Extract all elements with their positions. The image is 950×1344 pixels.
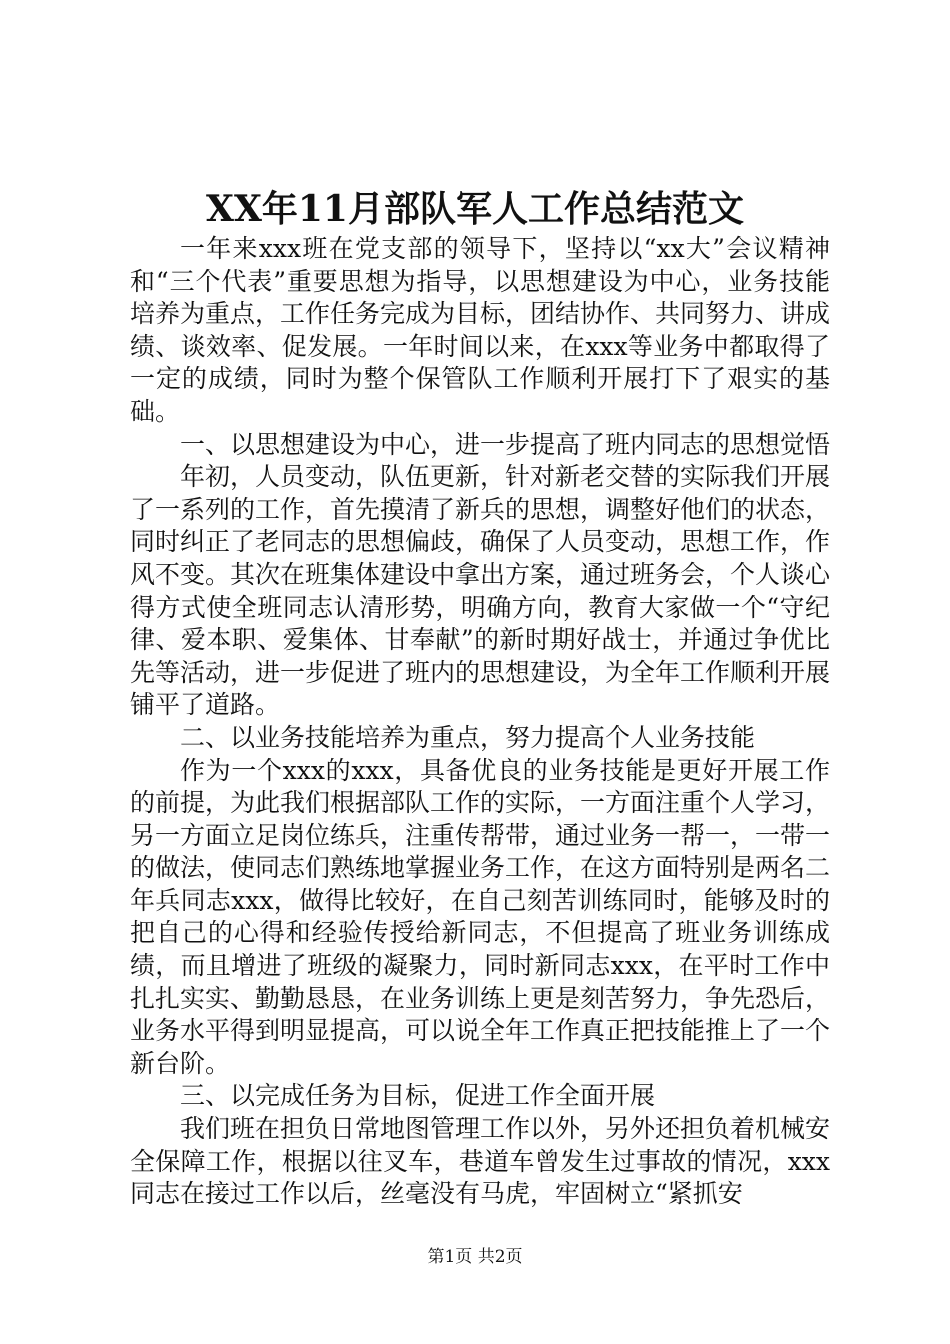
document-title: XX年11月部队军人工作总结范文 [206,188,744,230]
paragraph-section-1: 年初，人员变动，队伍更新，针对新老交替的实际我们开展了一系列的工作，首先摸清了新兵的思想，调整好他们的状态，同时纠正了老同志的思想偏歧，确保了人员变动，思想工作，作风不变。其次在班集体建设中拿出方案，通过班务会，个人谈心得方式使全班同志认清形势，明确方向，教育大家做一个“守纪律、爱本职、爱集体、甘奉献”的新时期好战士，并通过争优比先等活动，进一步促进了班内的思想建设，为全年工作顺利开展铺平了道路。 [130,462,831,720]
section-heading-3: 三、以完成任务为目标，促进工作全面开展 [180,1081,656,1111]
paragraph-intro: 一年来xxx班在党支部的领导下，坚持以“xx大”会议精神和“三个代表”重要思想为指导，以思想建设为中心，业务技能培养为重点，工作任务完成为目标，团结协作、共同努力、讲成绩、谈效率、促发展。一年时间以来，在xxx等业务中都取得了一定的成绩，同时为整个保管队工作顺利开展打下了艰实的基础。 [130,234,831,426]
document-body [130,233,830,1211]
paragraph-section-2: 作为一个xxx的xxx，具备优良的业务技能是更好开展工作的前提，为此我们根据部队工作的实际，一方面注重个人学习，另一方面立足岗位练兵，注重传帮带，通过业务一帮一，一带一的做法，使同志们熟练地掌握业务工作，在这方面特别是两名二年兵同志xxx，做得比较好，在自己刻苦训练同时，能够及时的把自己的心得和经验传授给新同志，不但提高了班业务训练成绩，而且增进了班级的凝聚力，同时新同志xxx，在平时工作中扎扎实实、勤勤恳恳，在业务训练上更是刻苦努力，争先恐后，业务水平得到明显提高，可以说全年工作真正把技能推上了一个新台阶。 [130,755,831,1078]
paragraph-section-3: 我们班在担负日常地图管理工作以外，另外还担负着机械安全保障工作，根据以往叉车，巷道车曾发生过事故的情况，xxx同志在接过工作以后，丝毫没有马虎，牢固树立“紧抓安 [130,1114,831,1209]
section-heading-1: 一、以思想建设为中心，进一步提高了班内同志的思想觉悟 [180,429,831,459]
page-footer: 第1页 共2页 [427,1247,523,1267]
section-heading-2: 二、以业务技能培养为重点，努力提高个人业务技能 [180,722,756,752]
